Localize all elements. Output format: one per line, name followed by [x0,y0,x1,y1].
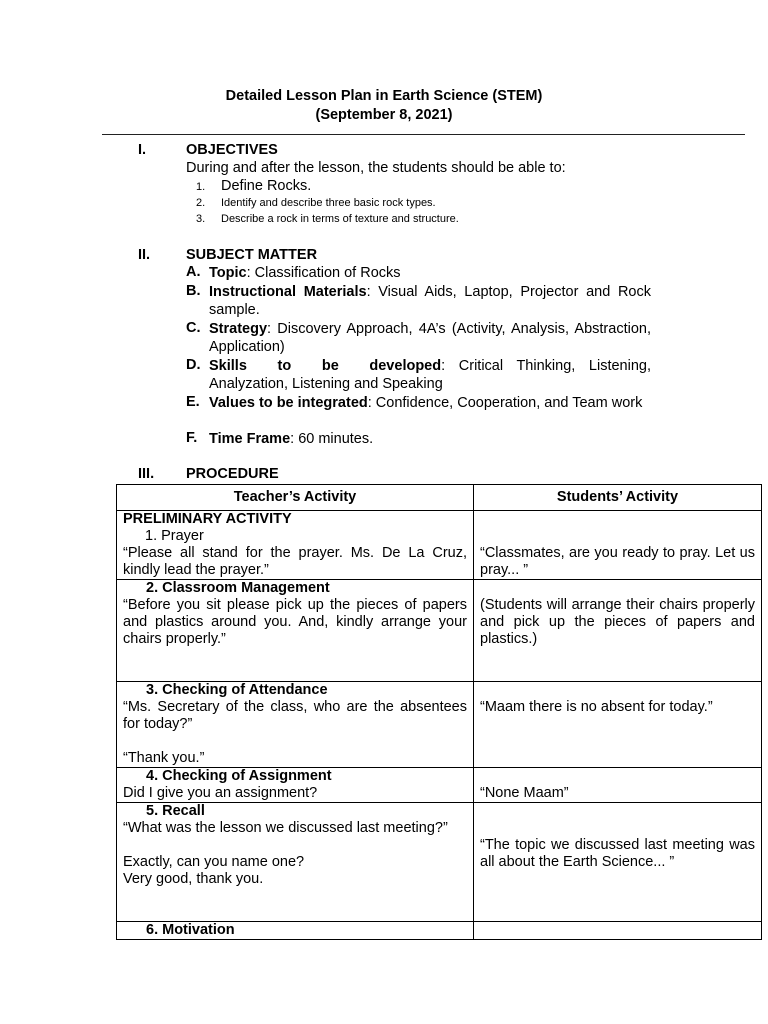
student-text: “None Maam” [480,785,569,801]
teacher-cell [117,580,474,682]
subject-item-label: Skills to be developed [209,358,442,374]
objective-number: 3. [196,213,206,225]
subject-item-label: Time Frame [209,431,291,447]
subject-item-text: : Classification of Rocks [246,265,401,281]
student-cell [474,580,762,682]
teacher-cell [117,803,474,922]
row-title: 4. Checking of Assignment [146,768,332,784]
subject-item-values [209,394,651,412]
objective-number: 2. [196,197,206,209]
student-cell [474,768,762,803]
objectives-heading: OBJECTIVES [186,142,278,158]
teacher-activity-header: Teacher’s Activity [117,485,474,511]
teacher-cell [117,768,474,803]
student-text: “Maam there is no absent for today.” [480,699,713,715]
subject-item-letter: A. [186,264,201,280]
document-title: Detailed Lesson Plan in Earth Science (STEM) [225,88,543,104]
subject-matter-heading: SUBJECT MATTER [186,247,318,263]
subject-item-label: Instructional Materials [209,284,367,300]
subject-item-strategy [209,320,651,356]
subject-item-text: : 60 minutes. [290,431,374,447]
teacher-cell [117,682,474,768]
subject-item-letter: F. [186,430,198,446]
table-row [117,803,762,922]
teacher-text: “What was the lesson we discussed last meeting?” [123,820,448,836]
student-text: “Classmates, are you ready to pray. Let us pray... ” [480,545,755,578]
students-activity-header: Students’ Activity [474,485,762,511]
teacher-text: Did I give you an assignment? [123,785,318,801]
subject-item-letter: E. [186,394,200,410]
objectives-intro: During and after the lesson, the students should be able to: [186,160,566,176]
subject-item-text: : Confidence, Cooperation, and Team work [367,395,643,411]
table-row [117,511,762,580]
subject-item-letter: D. [186,357,201,373]
student-cell [474,803,762,922]
teacher-text: Very good, thank you. [123,871,264,887]
subject-item-topic [209,264,651,282]
subject-item-time [209,430,651,448]
document-date: (September 8, 2021) [315,107,453,123]
subject-matter-numeral: II. [138,247,151,263]
student-text: “The topic we discussed last meeting was all about the Earth Science... ” [480,837,755,870]
row-title: 2. Classroom Management [146,580,330,596]
objectives-numeral: I. [138,142,147,158]
row-title: PRELIMINARY ACTIVITY [123,511,292,527]
teacher-text: Exactly, can you name one? [123,854,305,870]
subject-item-label: Topic [209,265,247,281]
subject-item-materials [209,283,651,319]
subject-item-text: : Critical Thinking, Listening, Analyzation, Listening and Speaking [209,358,651,392]
subject-item-label: Strategy [209,321,268,337]
procedure-numeral: III. [138,466,155,482]
teacher-text: “Thank you.” [123,750,205,766]
subject-item-label: Values to be integrated [209,395,368,411]
subject-item-text: : Discovery Approach, 4A’s (Activity, Analysis, Abstraction, Application) [209,321,651,355]
student-cell [474,682,762,768]
table-header-row [117,485,762,511]
row-title: 3. Checking of Attendance [146,682,328,698]
objective-item: Define Rocks. [221,178,312,194]
header-divider [102,134,745,135]
procedure-heading: PROCEDURE [186,466,279,482]
subject-item-text: : Visual Aids, Laptop, Projector and Rock sample. [209,284,651,318]
teacher-text: “Ms. Secretary of the class, who are the absentees for today?” [123,699,467,732]
subject-item-letter: B. [186,283,201,299]
teacher-text: “Before you sit please pick up the pieces of papers and plastics around you. And, kindly arrange your chairs properly.” [123,597,467,647]
teacher-cell [117,922,474,940]
row-title: 6. Motivation [146,922,235,938]
student-cell [474,922,762,940]
row-title: 5. Recall [146,803,205,819]
table-row [117,580,762,682]
table-row [117,682,762,768]
subject-item-skills [209,357,651,393]
objective-item: Describe a rock in terms of texture and structure. [221,213,459,225]
table-row [117,768,762,803]
teacher-cell [117,511,474,580]
student-cell [474,511,762,580]
student-text: (Students will arrange their chairs properly and pick up the pieces of papers and plastics.) [480,597,755,647]
row-subtitle: 1. Prayer [145,528,204,544]
procedure-table [116,484,762,940]
teacher-text: “Please all stand for the prayer. Ms. De La Cruz, kindly lead the prayer.” [123,545,467,578]
objective-item: Identify and describe three basic rock types. [221,197,436,209]
objective-number: 1. [196,181,206,193]
subject-item-letter: C. [186,320,201,336]
table-row [117,922,762,940]
